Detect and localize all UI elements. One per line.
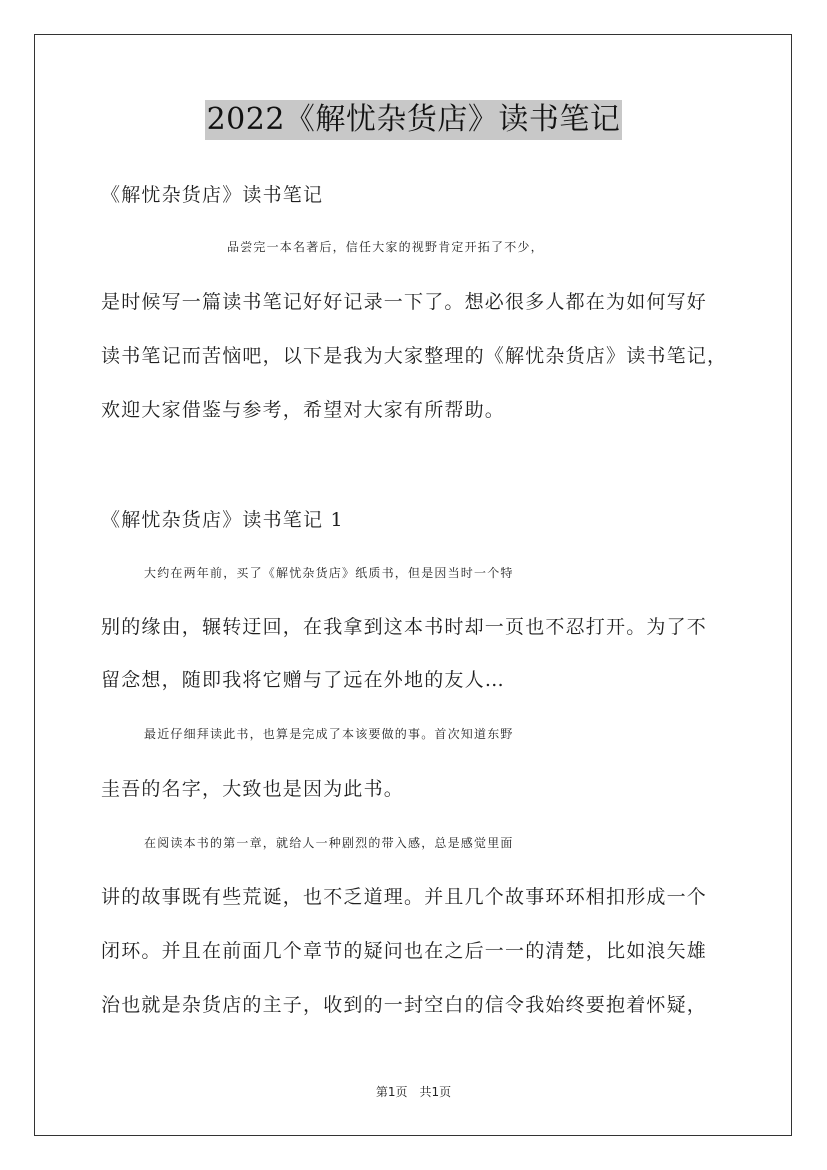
body-line: 大约在两年前，买了《解忧杂货店》纸质书，但是因当时一个特 xyxy=(144,566,514,580)
intro-line: 品尝完一本名著后，信任大家的视野肯定开拓了不少， xyxy=(227,240,544,254)
subtitle: 《解忧杂货店》读书笔记 xyxy=(101,184,324,206)
body-line: 治也就是杂货店的主子，收到的一封空白的信令我始终要抱着怀疑， xyxy=(101,994,708,1016)
section-heading: 《解忧杂货店》读书笔记 1 xyxy=(101,509,344,531)
body-line: 别的缘由，辗转迂回，在我拿到这本书时却一页也不忍打开。为了不 xyxy=(101,616,708,638)
body-line: 最近仔细拜读此书，也算是完成了本该要做的事。首次知道东野 xyxy=(144,727,514,741)
intro-line: 是时候写一篇读书笔记好好记录一下了。想必很多人都在为如何写好 xyxy=(101,291,708,313)
intro-line: 欢迎大家借鉴与参考，希望对大家有所帮助。 xyxy=(101,399,506,421)
body-line: 闭环。并且在前面几个章节的疑问也在之后一一的清楚，比如浪矢雄 xyxy=(101,940,708,962)
body-line: 在阅读本书的第一章，就给人一种剧烈的带入感，总是感觉里面 xyxy=(144,836,514,850)
title-container xyxy=(0,100,827,140)
body-line: 圭吾的名字，大致也是因为此书。 xyxy=(101,778,405,800)
document-title: 2022《解忧杂货店》读书笔记 xyxy=(205,100,623,140)
body-line: 讲的故事既有些荒诞，也不乏道理。并且几个故事环环相扣形成一个 xyxy=(101,886,708,908)
body-line: 留念想，随即我将它赠与了远在外地的友人… xyxy=(101,669,506,691)
page-footer: 第1页 共1页 xyxy=(375,1085,452,1099)
intro-line: 读书笔记而苦恼吧，以下是我为大家整理的《解忧杂货店》读书笔记， xyxy=(101,345,728,367)
